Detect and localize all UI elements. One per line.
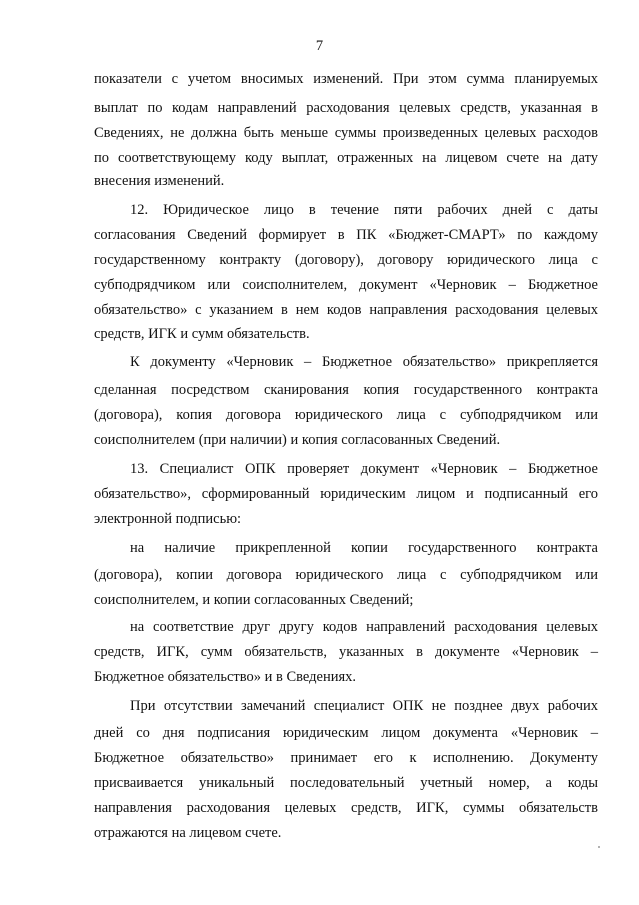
page-number: 7: [315, 38, 324, 54]
paragraph-line: направления расходования целевых средств, ИГК, суммы обязательств: [94, 800, 598, 816]
paragraph-line: соисполнителем, и копии согласованных Сведений;: [94, 592, 414, 608]
paragraph-line: показатели с учетом вносимых изменений. При этом сумма планируемых: [94, 71, 598, 87]
paragraph-line: Бюджетное обязательство» принимает его к исполнению. Документу: [94, 750, 598, 766]
paragraph-line: 13. Специалист ОПК проверяет документ «Черновик – Бюджетное: [130, 461, 598, 477]
paragraph-line: электронной подписью:: [94, 511, 242, 527]
paragraph-line: средств, ИГК, сумм обязательств, указанных в документе «Черновик –: [94, 644, 598, 660]
paragraph-line: При отсутствии замечаний специалист ОПК не позднее двух рабочих: [130, 698, 598, 714]
paragraph-line: сделанная посредством сканирования копия государственного контракта: [94, 382, 598, 398]
paragraph-line: согласования Сведений формирует в ПК «Бюджет-СМАРТ» по каждому: [94, 227, 598, 243]
paragraph-line: дней со дня подписания юридическим лицом документа «Черновик –: [94, 725, 598, 741]
paragraph-line: по соответствующему коду выплат, отраженных на лицевом счете на дату: [94, 150, 598, 166]
paragraph-line: на наличие прикрепленной копии государственного контракта: [130, 540, 598, 556]
paragraph-line: внесения изменений.: [94, 173, 225, 189]
paragraph-line: К документу «Черновик – Бюджетное обязательство» прикрепляется: [130, 354, 598, 370]
paragraph-line: присваивается уникальный последовательный учетный номер, а коды: [94, 775, 598, 791]
paragraph-line: соисполнителем (при наличии) и копия согласованных Сведений.: [94, 432, 501, 448]
paragraph-line: Сведениях, не должна быть меньше суммы произведенных целевых расходов: [94, 125, 598, 141]
paragraph-line: 12. Юридическое лицо в течение пяти рабочих дней с даты: [130, 202, 598, 218]
paragraph-line: (договора), копии договора юридического лица с субподрядчиком или: [94, 567, 598, 583]
paragraph-line: обязательство» с указанием в нем кодов направления расходования целевых: [94, 302, 598, 318]
paragraph-line: государственному контракту (договору), договору юридического лица с: [94, 252, 598, 268]
paragraph-line: обязательство», сформированный юридическим лицом и подписанный его: [94, 486, 598, 502]
paragraph-line: Бюджетное обязательство» и в Сведениях.: [94, 669, 357, 685]
paragraph-line: на соответствие друг другу кодов направлений расходования целевых: [130, 619, 598, 635]
paragraph-line: отражаются на лицевом счете.: [94, 825, 282, 841]
paragraph-line: выплат по кодам направлений расходования целевых средств, указанная в: [94, 100, 598, 116]
paragraph-line: (договора), копия договора юридического лица с субподрядчиком или: [94, 407, 598, 423]
paragraph-line: субподрядчиком или соисполнителем, документ «Черновик – Бюджетное: [94, 277, 598, 293]
scan-artifact: [598, 846, 600, 848]
paragraph-line: средств, ИГК и сумм обязательств.: [94, 326, 310, 342]
